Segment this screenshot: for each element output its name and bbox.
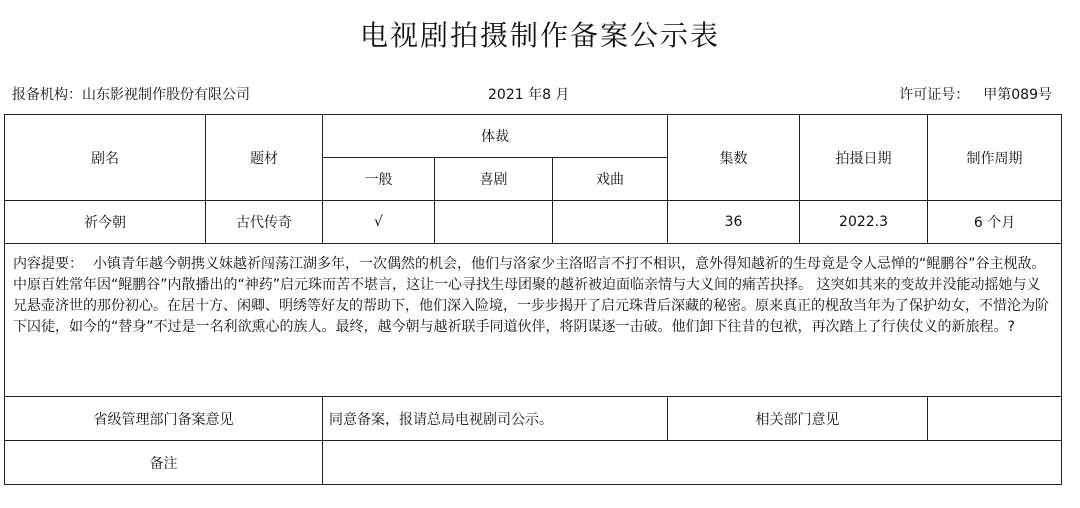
cell-name: 祈今朝 — [5, 201, 206, 244]
cell-episodes: 36 — [668, 201, 800, 244]
filing-date: 2021 年8 月 — [488, 87, 570, 103]
col-header-shoot-date: 拍摄日期 — [800, 115, 928, 201]
provincial-opinion-label: 省级管理部门备案意见 — [5, 397, 323, 441]
cell-shoot-date: 2022.3 — [800, 201, 928, 244]
page-title: 电视剧拍摄制作备案公示表 — [359, 19, 720, 52]
org-name: 山东影视制作股份有限公司 — [82, 87, 250, 103]
header-row-1 — [5, 115, 1062, 158]
col-header-genre-comedy: 喜剧 — [435, 158, 553, 201]
summary-label: 内容提要： — [13, 256, 83, 272]
filing-table — [4, 114, 1062, 485]
related-opinion-label: 相关部门意见 — [668, 397, 928, 441]
license-value: 甲第089号 — [983, 87, 1052, 103]
related-opinion — [928, 397, 1062, 441]
col-header-genre: 体裁 — [323, 115, 668, 158]
content-summary — [5, 244, 1062, 397]
provincial-opinion: 同意备案，报请总局电视剧司公示。 — [323, 397, 668, 441]
summary-text: 小镇青年越今朝携义妹越祈闯荡江湖多年，一次偶然的机会，他们与洛家少主洛昭言不打不相识，意外得知越祈的生母竟是令人忌惮的“鲲鹏谷”谷主枧敌。中原百姓常年因“鲲鹏谷”内散播出的“神药”启元珠而苦不堪言，这让一心寻找生母团聚的越祈被迫面临亲情与大义间的痛苦抉择。 这突如其来的变故并没能动摇她与义兄悬壶济世的那份初心。在居十方、闲卿、明绣等好友的帮助下，他们深入险境，一步步揭开了启元珠背后深藏的秘密。原来真正的枧敌当年为了保护幼女，不惜沦为阶下囚徒，如今的“替身”不过是一名利欲熏心的族人。最终，越今朝与越祈联手同道伙伴，将阴谋逐一击破。他们卸下往昔的包袱，再次踏上了行侠仗义的新旅程。? — [13, 256, 1049, 335]
col-header-episodes: 集数 — [668, 115, 800, 201]
col-header-genre-general: 一般 — [323, 158, 435, 201]
remarks-label: 备注 — [5, 441, 323, 485]
cell-genre-comedy — [435, 201, 553, 244]
summary-row — [5, 244, 1062, 397]
org-label: 报备机构： — [12, 87, 82, 103]
cell-cycle: 6 个月 — [928, 201, 1062, 244]
license-label: 许可证号： — [899, 87, 970, 103]
opinion-row — [5, 397, 1062, 441]
table-row — [5, 201, 1062, 244]
col-header-cycle: 制作周期 — [928, 115, 1062, 201]
col-header-name: 剧名 — [5, 115, 206, 201]
license-number — [899, 84, 1052, 104]
filing-organization — [12, 84, 250, 104]
col-header-genre-opera: 戏曲 — [553, 158, 668, 201]
cell-genre-opera — [553, 201, 668, 244]
remarks-row — [5, 441, 1062, 485]
col-header-subject: 题材 — [206, 115, 323, 201]
remarks-content — [323, 441, 1062, 485]
cell-subject: 古代传奇 — [206, 201, 323, 244]
cell-genre-general: √ — [323, 201, 435, 244]
